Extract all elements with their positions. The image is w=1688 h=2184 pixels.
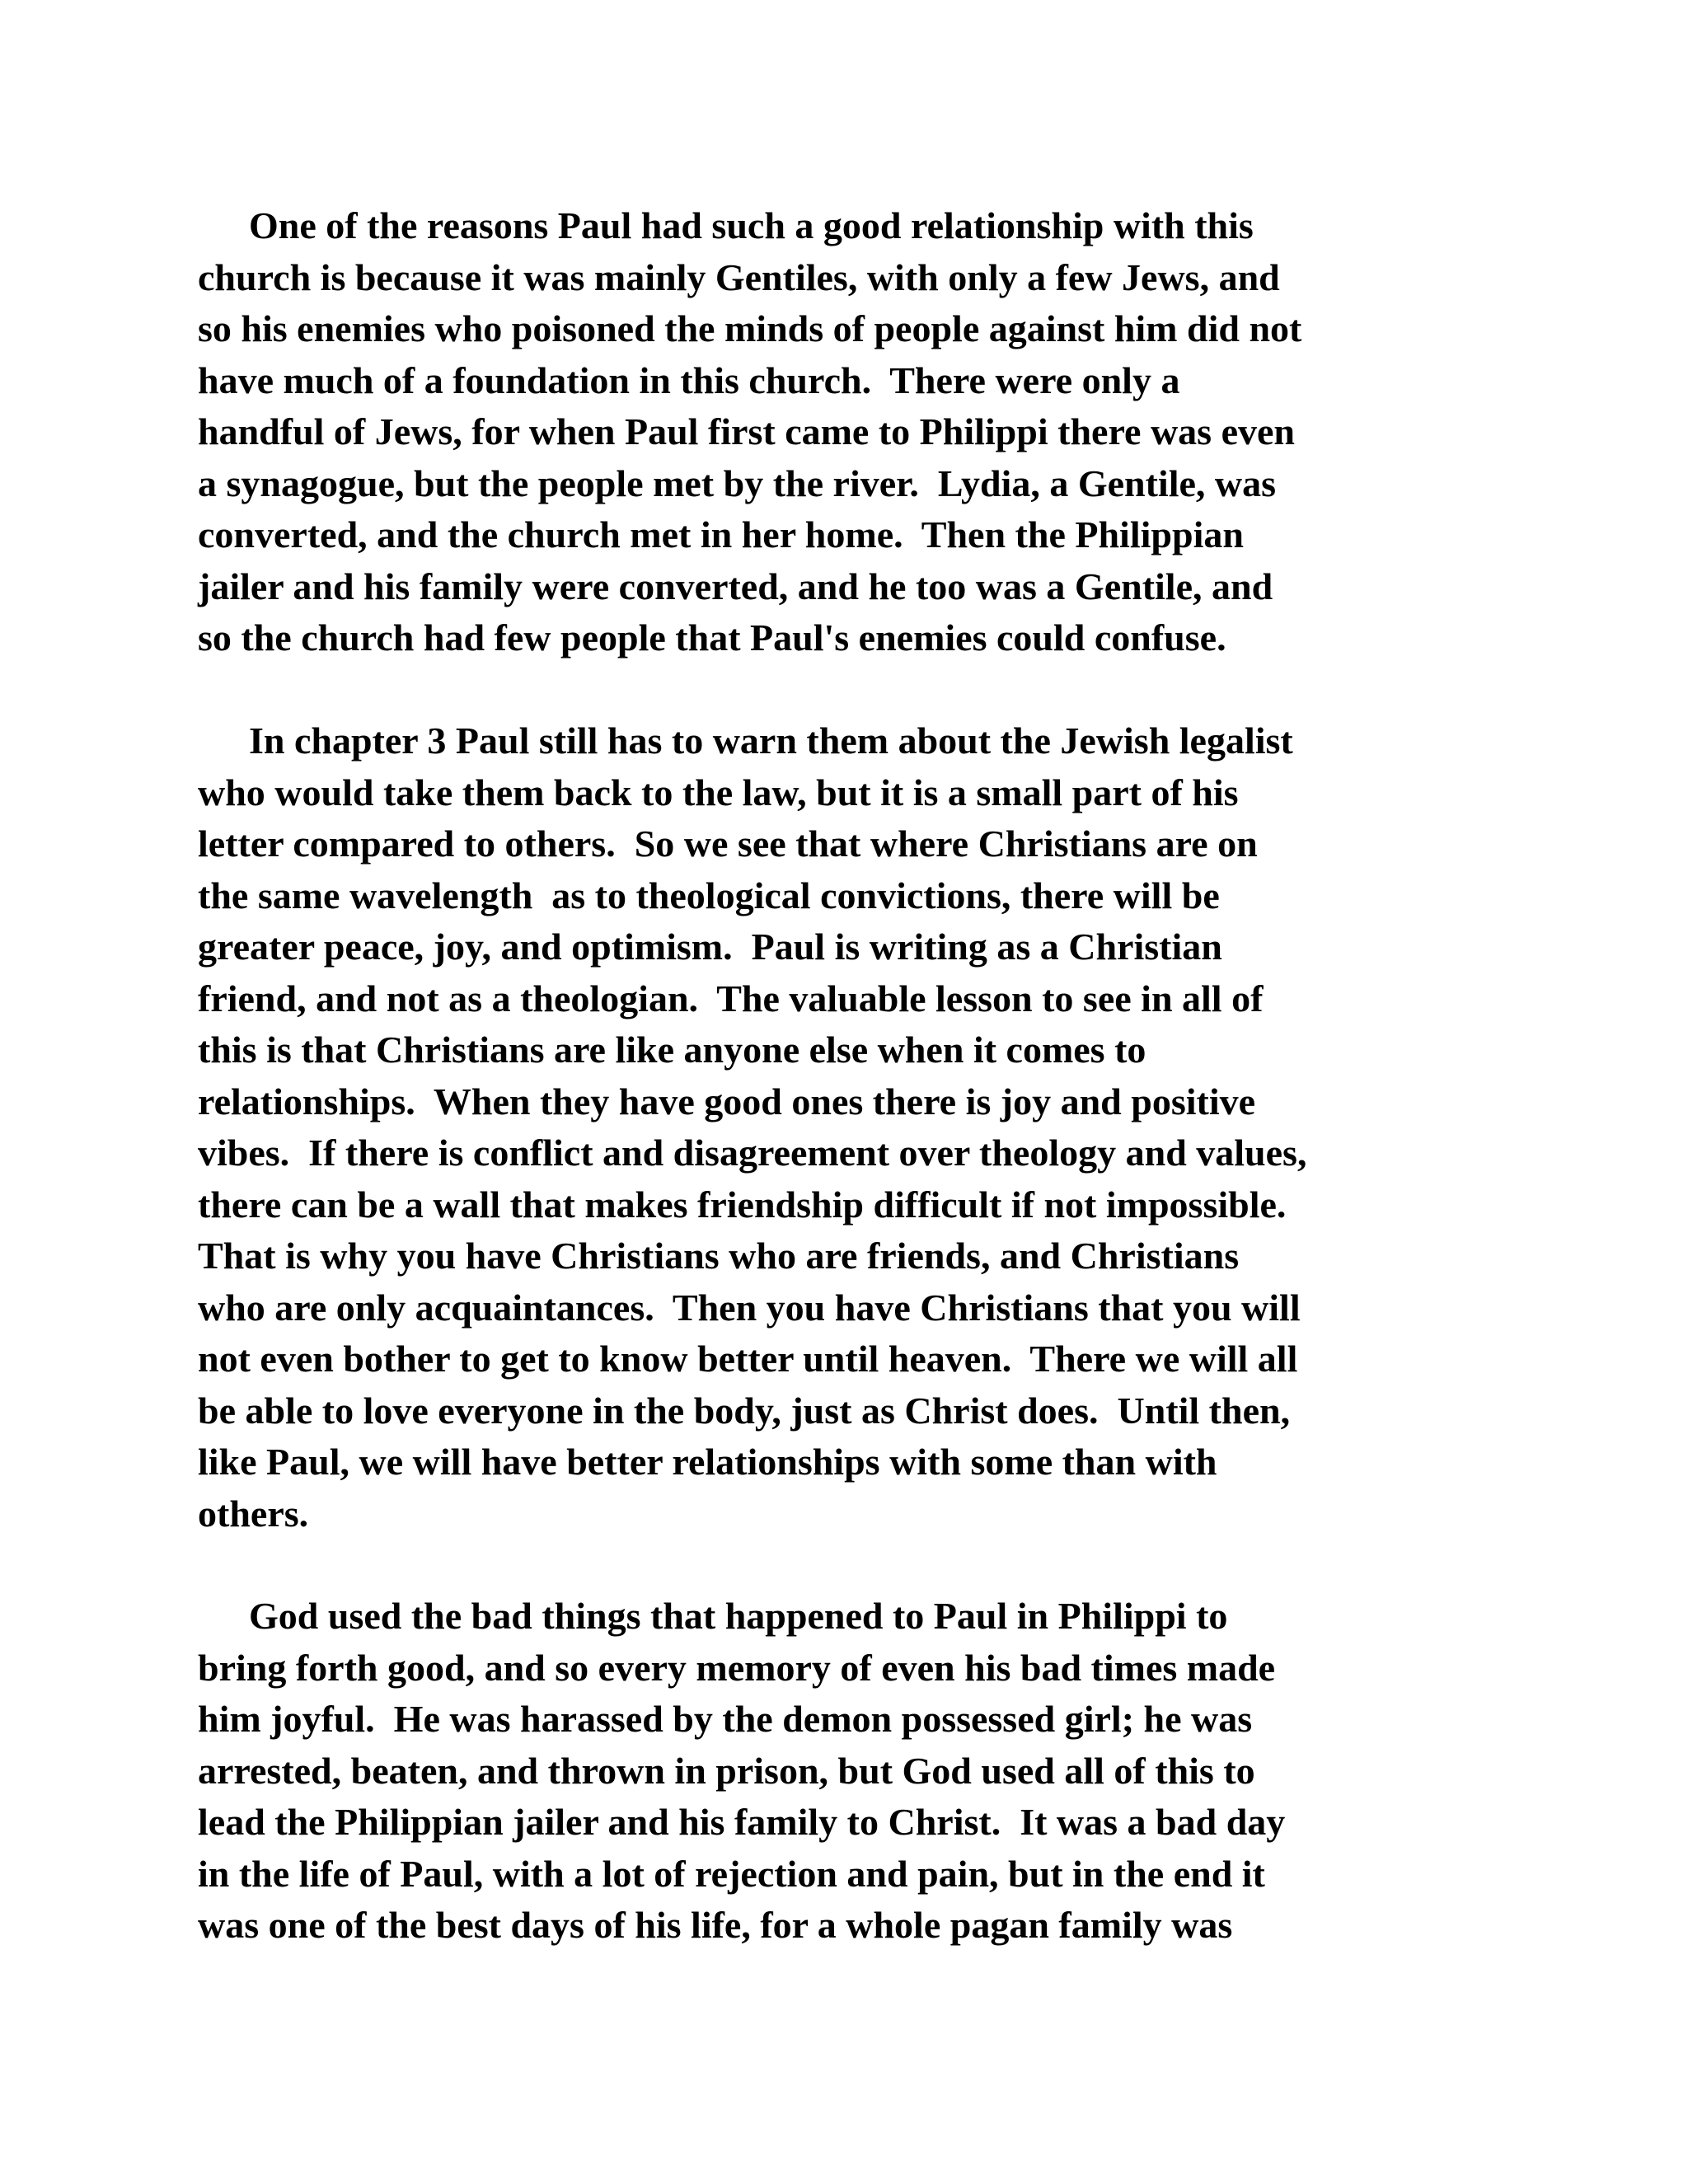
paragraph-line: jailer and his family were converted, and he too was a Gentile, and	[198, 565, 1273, 607]
paragraph-line: That is why you have Christians who are friends, and Christians	[198, 1235, 1240, 1277]
paragraph-line: handful of Jews, for when Paul first came to Philippi there was even	[198, 410, 1295, 452]
paragraph-line: church is because it was mainly Gentiles, with only a few Jews, and	[198, 255, 1280, 298]
paragraph-line: was one of the best days of his life, for a whole pagan family was	[198, 1904, 1233, 1946]
paragraph-line: not even bother to get to know better until heaven. There we will all	[198, 1338, 1298, 1380]
paragraph-line: One of the reasons Paul had such a good relationship with this	[249, 204, 1254, 246]
paragraph-line: have much of a foundation in this church. There were only a	[198, 359, 1180, 401]
paragraph-line: vibes. If there is conflict and disagreement over theology and values,	[198, 1132, 1307, 1174]
paragraph-line: friend, and not as a theologian. The valuable lesson to see in all of	[198, 977, 1264, 1019]
paragraph-line: relationships. When they have good ones there is joy and positive	[198, 1080, 1256, 1122]
paragraph-line: who are only acquaintances. Then you have Christians that you will	[198, 1286, 1301, 1329]
paragraph-line: so his enemies who poisoned the minds of people against him did not	[198, 307, 1302, 349]
paragraph-line: converted, and the church met in her home. Then the Philippian	[198, 513, 1244, 555]
paragraph-line: in the life of Paul, with a lot of rejection and pain, but in the end it	[198, 1852, 1265, 1895]
paragraph-line: lead the Philippian jailer and his family to Christ. It was a bad day	[198, 1801, 1286, 1843]
paragraph-line: this is that Christians are like anyone else when it comes to	[198, 1029, 1146, 1071]
paragraph-line: bring forth good, and so every memory of even his bad times made	[198, 1646, 1276, 1689]
paragraph-line: God used the bad things that happened to Paul in Philippi to	[249, 1595, 1228, 1637]
paragraph-line: arrested, beaten, and thrown in prison, but God used all of this to	[198, 1749, 1255, 1792]
paragraph-line: be able to love everyone in the body, just as Christ does. Until then,	[198, 1389, 1291, 1432]
paragraph-3	[198, 1591, 1500, 1952]
paragraph-line: a synagogue, but the people met by the river. Lydia, a Gentile, was	[198, 462, 1277, 504]
paragraph-1	[198, 200, 1500, 664]
paragraph-line: greater peace, joy, and optimism. Paul is writing as a Christian	[198, 926, 1222, 968]
paragraph-line: so the church had few people that Paul's enemies could confuse.	[198, 616, 1226, 658]
paragraph-line: him joyful. He was harassed by the demon possessed girl; he was	[198, 1698, 1253, 1740]
paragraph-2	[198, 715, 1500, 1540]
paragraph-line: others.	[198, 1492, 309, 1535]
paragraph-line: there can be a wall that makes friendship difficult if not impossible.	[198, 1183, 1287, 1226]
paragraph-line: In chapter 3 Paul still has to warn them about the Jewish legalist	[249, 719, 1293, 762]
paragraph-line: the same wavelength as to theological convictions, there will be	[198, 874, 1220, 916]
paragraph-line: like Paul, we will have better relationships with some than with	[198, 1441, 1217, 1483]
paragraph-line: letter compared to others. So we see that where Christians are on	[198, 823, 1258, 865]
paragraph-line: who would take them back to the law, but it is a small part of his	[198, 771, 1239, 813]
